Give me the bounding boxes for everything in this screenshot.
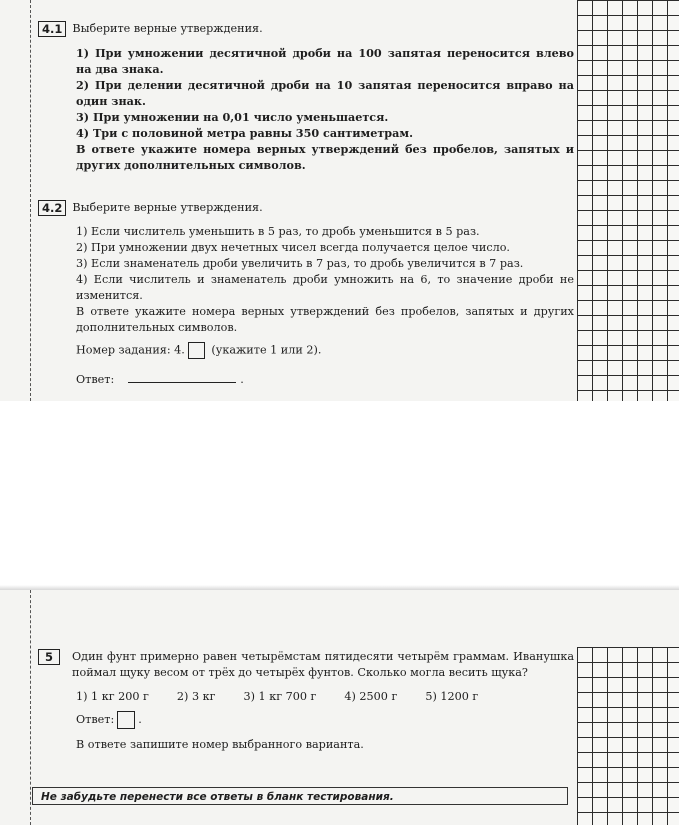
- statement-4: 4) Три с половиной метра равны 350 сантиметрам.: [76, 126, 413, 140]
- task-number-box: 4.2: [38, 200, 66, 216]
- statement-2: 2) При умножении двух нечетных чисел всегда получается целое число.: [76, 241, 510, 254]
- task-prompt: Выберите верные утверждения.: [72, 201, 263, 214]
- task-number-hint: (укажите 1 или 2).: [211, 343, 322, 357]
- answer-input-box[interactable]: [117, 711, 135, 729]
- option-5: 5) 1200 г: [425, 690, 479, 703]
- page-gap: [0, 401, 679, 590]
- task-prompt: Выберите верные утверждения.: [72, 22, 263, 35]
- answer-input-line[interactable]: [128, 371, 236, 383]
- answer-label: Ответ:: [76, 713, 115, 726]
- task-4-1: [38, 21, 574, 173]
- statement-4: 4) Если числитель и знаменатель дроби умножить на 6, то значение дроби не изменится.: [76, 273, 574, 302]
- task-number-box: 4.1: [38, 21, 66, 37]
- task-number-row: [38, 342, 574, 359]
- answer-grid: [577, 0, 679, 401]
- answer-grid: [577, 647, 679, 825]
- task-instruction: В ответе запишите номер выбранного варианта.: [76, 738, 364, 751]
- answer-label: Ответ:: [76, 373, 115, 386]
- answer-end: .: [138, 713, 142, 726]
- task-instruction: В ответе укажите номера верных утверждений без пробелов, запятых и других дополнительных символов.: [76, 305, 574, 334]
- task-instruction: В ответе укажите номера верных утверждений без пробелов, запятых и других дополнительных символов.: [76, 142, 574, 172]
- answer-end: .: [240, 373, 244, 386]
- option-2: 2) 3 кг: [176, 690, 216, 703]
- answer-row: [38, 371, 574, 388]
- margin-dashed-line: [30, 0, 31, 401]
- task-5: [38, 649, 574, 753]
- statement-1: 1) Если числитель уменьшить в 5 раз, то дробь уменьшится в 5 раз.: [76, 225, 480, 238]
- option-4: 4) 2500 г: [344, 690, 398, 703]
- margin-dashed-line: [30, 590, 31, 825]
- task-number-box: 5: [38, 649, 60, 665]
- option-1: 1) 1 кг 200 г: [76, 690, 149, 703]
- statement-3: 3) Если знаменатель дроби увеличить в 7 раз, то дробь увеличится в 7 раз.: [76, 257, 524, 270]
- answer-options: [38, 689, 574, 705]
- option-3: 3) 1 кг 700 г: [243, 690, 317, 703]
- statement-2: 2) При делении десятичной дроби на 10 запятая переносится вправо на один знак.: [76, 78, 574, 108]
- statement-3: 3) При умножении на 0,01 число уменьшается.: [76, 110, 389, 124]
- task-number-label: Номер задания: 4.: [76, 343, 185, 357]
- task-number-input-box[interactable]: [188, 342, 205, 359]
- statement-1: 1) При умножении десятичной дроби на 100 запятая переносится влево на два знака.: [76, 46, 574, 76]
- task-question: Один фунт примерно равен четырёмстам пятидесяти четырём граммам. Иванушка поймал щуку весом от трёх до четырёх фунтов. Сколько могла весить щука?: [72, 650, 574, 679]
- task-4-2: [38, 200, 574, 388]
- answer-row: [38, 711, 574, 729]
- transfer-answers-notice: Не забудьте перенести все ответы в бланк тестирования.: [32, 787, 568, 805]
- page-top: [0, 0, 679, 401]
